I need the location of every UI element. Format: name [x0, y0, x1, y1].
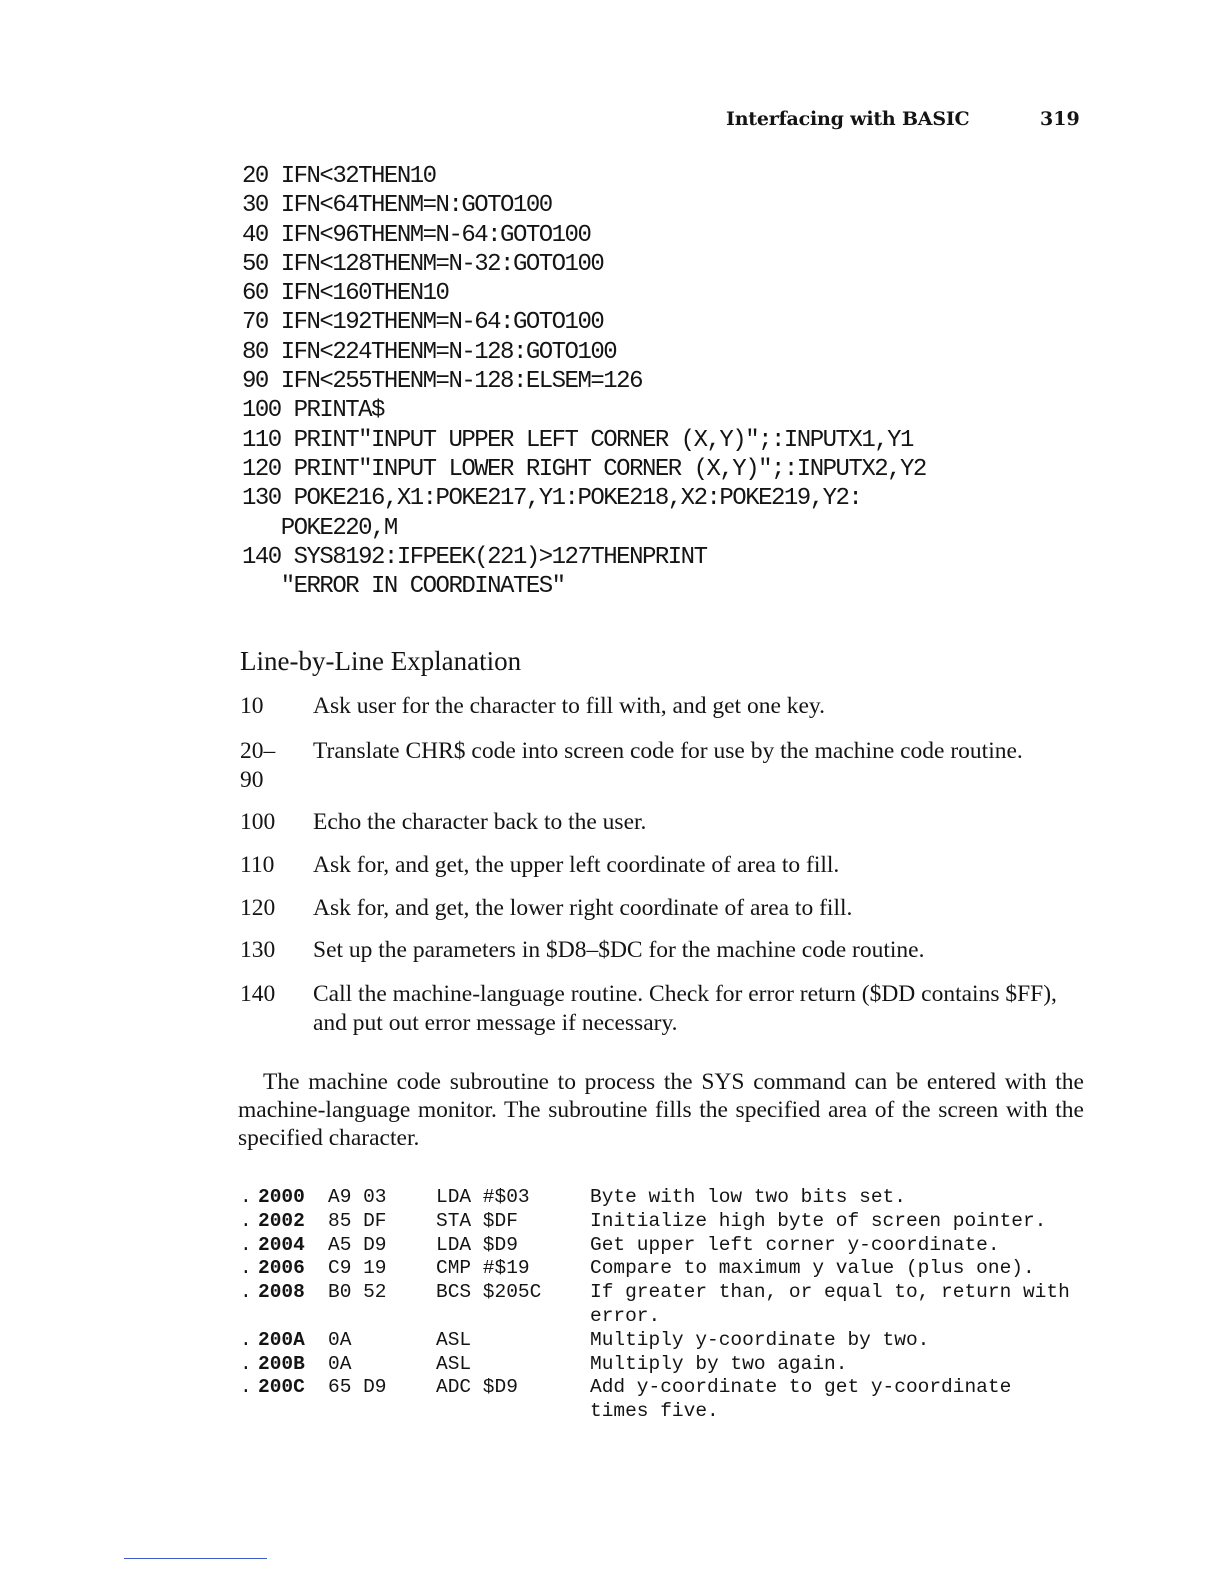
explanation-text: Set up the parameters in $D8–$DC for the machine code routine. [313, 937, 925, 963]
comment: Byte with low two bits set. [590, 1186, 906, 1208]
instruction: BCS $205C [436, 1281, 542, 1304]
row-dot: . [240, 1257, 252, 1280]
page-number: 319 [1040, 108, 1080, 130]
comment: Initialize high byte of screen pointer. [590, 1209, 1047, 1232]
code-line: POKE220,M [242, 514, 397, 542]
explanation-text: Ask user for the character to fill with, and get one key. [313, 693, 826, 719]
row-dot: . [240, 1352, 252, 1375]
explanation-line-number: 10 [240, 693, 264, 719]
row-dot: . [240, 1281, 252, 1304]
hex-bytes: A9 03 [328, 1186, 387, 1208]
row-dot: . [240, 1233, 252, 1256]
hex-bytes: B0 52 [328, 1281, 387, 1304]
hex-bytes: 0A [328, 1352, 352, 1375]
explanation-line-number: 140 [240, 981, 276, 1007]
comment: Multiply by two again. [590, 1352, 848, 1375]
code-line: 140 SYS8192:IFPEEK(221)>127THENPRINT [242, 543, 707, 571]
row-dot: . [240, 1376, 252, 1399]
footnote-rule [124, 1558, 267, 1559]
explanation-text: Echo the character back to the user. [313, 809, 647, 835]
instruction: ASL [436, 1352, 472, 1375]
code-line: 20 IFN<32THEN10 [242, 163, 436, 190]
instruction: ADC $D9 [436, 1376, 518, 1399]
hex-bytes: C9 19 [328, 1257, 387, 1280]
explanation-line-number: 120 [240, 895, 276, 921]
row-dot: . [240, 1328, 252, 1351]
instruction: ASL [436, 1328, 472, 1351]
explanation-text: Ask for, and get, the upper left coordinate of area to fill. [313, 852, 840, 878]
code-line: 40 IFN<96THENM=N-64:GOTO100 [242, 221, 591, 249]
explanation-line-number: 20–90 [240, 738, 276, 793]
hex-bytes: 85 DF [328, 1209, 387, 1232]
explanation-line-number: 130 [240, 937, 276, 963]
address: 2000 [258, 1186, 305, 1208]
running-header: Interfacing with BASIC [726, 108, 970, 130]
code-line: 120 PRINT"INPUT LOWER RIGHT CORNER (X,Y)";:INPUTX2,Y2 [242, 455, 926, 483]
explanation-line-number: 110 [240, 852, 275, 878]
comment: Multiply y-coordinate by two. [590, 1328, 930, 1351]
basic-listing [242, 162, 926, 601]
address: 2004 [258, 1233, 305, 1256]
address: 200C [258, 1376, 305, 1399]
instruction: LDA $D9 [436, 1233, 518, 1256]
comment: Compare to maximum y value (plus one). [590, 1257, 1035, 1280]
body-paragraph [238, 1068, 1084, 1152]
code-line: 60 IFN<160THEN10 [242, 280, 449, 308]
explanation-line-number: 100 [240, 809, 276, 835]
row-dot: . [240, 1186, 252, 1208]
explanation-text: Ask for, and get, the lower right coordinate of area to fill. [313, 895, 853, 921]
address: 200B [258, 1352, 305, 1375]
code-line: 110 PRINT"INPUT UPPER LEFT CORNER (X,Y)";:INPUTX1,Y1 [242, 426, 913, 454]
instruction: CMP #$19 [436, 1257, 530, 1280]
code-line: 70 IFN<192THENM=N-64:GOTO100 [242, 309, 604, 337]
explanation-text: Call the machine-language routine. Check for error return ($DD contains $FF), and put out error message if necessary. [313, 981, 1057, 1036]
hex-bytes: 65 D9 [328, 1376, 387, 1399]
comment: If greater than, or equal to, return with [590, 1281, 1070, 1304]
code-line: 100 PRINTA$ [242, 397, 384, 425]
instruction: STA $DF [436, 1209, 518, 1232]
code-line: 50 IFN<128THENM=N-32:GOTO100 [242, 250, 604, 278]
address: 2002 [258, 1209, 305, 1232]
instruction: LDA #$03 [436, 1186, 530, 1208]
address: 2006 [258, 1257, 305, 1280]
hex-bytes: A5 D9 [328, 1233, 387, 1256]
comment: times five. [590, 1400, 719, 1423]
code-line: 80 IFN<224THENM=N-128:GOTO100 [242, 338, 617, 366]
address: 2008 [258, 1281, 305, 1304]
address: 200A [258, 1328, 305, 1351]
code-line: 90 IFN<255THENM=N-128:ELSEM=126 [242, 368, 642, 396]
comment: Add y-coordinate to get y-coordinate [590, 1376, 1012, 1399]
explanation-text: Translate CHR$ code into screen code for use by the machine code routine. [313, 738, 1023, 764]
hex-bytes: 0A [328, 1328, 352, 1351]
code-line: 130 POKE216,X1:POKE217,Y1:POKE218,X2:POKE219,Y2: [242, 485, 862, 513]
code-line: "ERROR IN COORDINATES" [242, 573, 565, 601]
body-paragraph-text: The machine code subroutine to process the SYS command can be entered with the machine-language monitor. The subroutine fills the specified area of the screen with the specified character. [238, 1069, 1084, 1151]
code-line: 30 IFN<64THENM=N:GOTO100 [242, 192, 552, 220]
comment: error. [590, 1304, 661, 1327]
section-heading: Line-by-Line Explanation [240, 646, 522, 676]
row-dot: . [240, 1209, 252, 1232]
comment: Get upper left corner y-coordinate. [590, 1233, 1000, 1256]
